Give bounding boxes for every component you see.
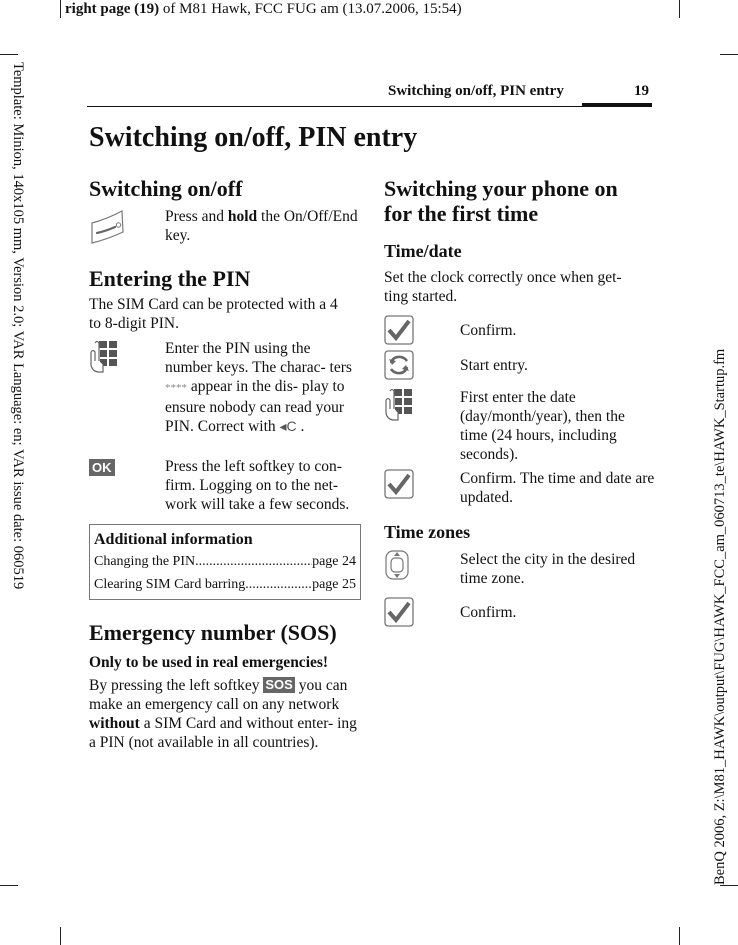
page-number: 19 xyxy=(634,83,649,99)
heading-switching-on-off: Switching on/off xyxy=(89,176,243,201)
clear-key-icon: ◂C xyxy=(279,418,297,434)
crop-mark xyxy=(0,54,18,55)
refresh-icon xyxy=(384,350,414,385)
header-rule-accent xyxy=(582,103,652,107)
crop-mark xyxy=(720,885,738,886)
side-file-path: BenQ 2006, Z:\M81_HAWK\output\FUG\HAWK_FCC_am_060713_te\HAWK_Startup.fm xyxy=(712,348,728,885)
step-text: Enter the PIN using the number keys. The charac- ters **** appear in the dis- play to ensure nobody can read your PIN. Correct with ◂C . xyxy=(165,340,352,435)
masked-pin-stars: **** xyxy=(165,382,187,394)
step-text: First enter the date (day/month/year), then the time (24 hours, including seconds). xyxy=(460,389,625,463)
step-text: Confirm. The time and date are updated. xyxy=(460,470,655,506)
step-hold-end-key xyxy=(89,206,359,246)
step-enter-date-time xyxy=(384,387,654,467)
header-rule xyxy=(87,106,652,107)
right-column xyxy=(384,176,655,621)
keypad-icon xyxy=(89,339,125,380)
navigation-key-icon xyxy=(384,549,412,586)
emergency-text: By pressing the left softkey SOS you can make an emergency call on any network without a SIM Card and without enter- ing a PIN (not available in all countries). xyxy=(89,677,357,751)
print-info-rest: of M81 Hawk, FCC FUG am (13.07.2006, 15:54) xyxy=(159,1,462,17)
heading-entering-pin: Entering the PIN xyxy=(89,266,251,291)
step-text: Select the city in the desired time zone. xyxy=(460,551,636,587)
crop-mark xyxy=(679,0,680,18)
crop-mark xyxy=(60,927,61,945)
crop-mark xyxy=(0,885,18,886)
running-head-title: Switching on/off, PIN entry xyxy=(388,83,564,99)
step-confirm-timezone xyxy=(384,597,654,627)
side-template-info: Template: Minion, 140x105 mm, Version 2.0; VAR Language: en; VAR issue date: 060519 xyxy=(10,62,26,590)
step-text: Confirm. xyxy=(460,322,517,339)
on-off-end-key-icon xyxy=(89,206,129,251)
step-start-entry xyxy=(384,350,654,380)
sos-softkey-icon: SOS xyxy=(265,677,293,692)
ok-softkey-icon: OK xyxy=(89,459,115,477)
heading-time-zones: Time zones xyxy=(384,522,471,542)
checkmark-icon xyxy=(384,469,414,504)
step-text: Confirm. xyxy=(460,604,517,621)
checkmark-icon xyxy=(384,597,414,632)
time-date-intro: Set the clock correctly once when get- ting started. xyxy=(384,269,622,305)
left-column xyxy=(89,176,359,751)
checkmark-icon xyxy=(384,315,414,350)
step-confirm xyxy=(384,315,654,345)
keypad-icon xyxy=(384,387,420,428)
step-enter-pin xyxy=(89,339,359,451)
additional-info-link[interactable]: Clearing SIM Card barring ..... page 25 xyxy=(94,573,356,596)
step-confirm-ok xyxy=(89,457,359,517)
step-text: Start entry. xyxy=(460,357,528,374)
crop-mark xyxy=(720,54,738,55)
step-text: Press and hold the On/Off/End key. xyxy=(165,208,358,244)
step-text: Press the left softkey to con- firm. Logging on to the net- work will take a few seconds. xyxy=(165,458,350,513)
print-info xyxy=(65,0,462,18)
heading-emergency: Emergency number (SOS) xyxy=(89,620,337,645)
pin-intro: The SIM Card can be protected with a 4 to 8-digit PIN. xyxy=(89,296,338,332)
print-info-page-ref: (19) xyxy=(134,1,160,17)
print-info-prefix: right page xyxy=(65,1,131,17)
crop-mark xyxy=(679,927,680,945)
heading-time-date: Time/date xyxy=(384,241,462,261)
heading-first-time: Switching your phone on for the first time xyxy=(384,176,618,226)
additional-info-box xyxy=(89,524,361,600)
additional-info-link[interactable]: Changing the PIN ..... page 24 xyxy=(94,550,356,573)
emergency-warning: Only to be used in real emergencies! xyxy=(89,654,329,671)
page-title: Switching on/off, PIN entry xyxy=(89,122,418,153)
step-select-city xyxy=(384,549,654,585)
additional-info-title: Additional information xyxy=(94,531,253,548)
crop-mark xyxy=(60,0,61,18)
step-confirm-updated xyxy=(384,469,654,509)
